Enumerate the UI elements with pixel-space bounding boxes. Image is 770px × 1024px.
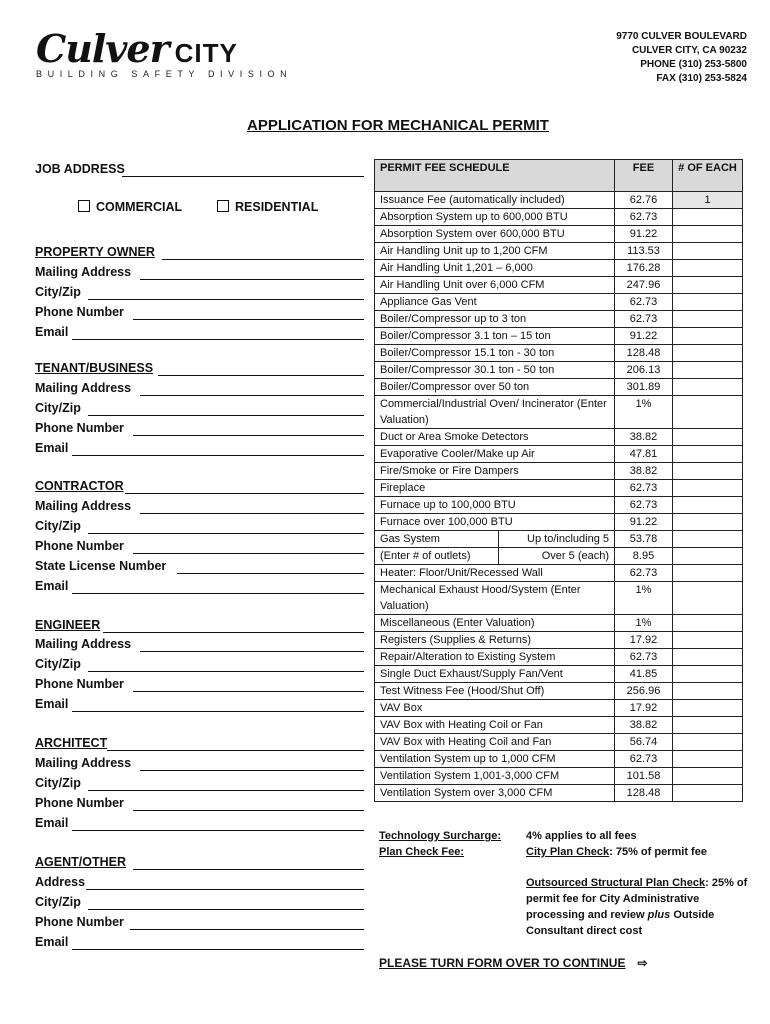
fee-amount: 41.85 — [615, 666, 673, 683]
gas-option-1: Up to/including 5 — [527, 533, 609, 545]
fee-count-input[interactable] — [673, 785, 743, 802]
fee-item-name: Furnace up to 100,000 BTU — [375, 497, 615, 514]
residential-option[interactable] — [217, 200, 318, 214]
address-line: 9770 CULVER BOULEVARD — [616, 31, 747, 42]
gas-system-rows — [375, 531, 743, 565]
fax-line: FAX (310) 253-5824 — [656, 73, 747, 84]
property-owner-field[interactable] — [162, 259, 364, 260]
tenant-email-field[interactable] — [72, 455, 364, 456]
agent-email-field[interactable] — [72, 949, 364, 950]
fee-item-name: Ventilation System up to 1,000 CFM — [375, 751, 615, 768]
fee-header: FEE — [615, 160, 673, 192]
fee-item-name: Fireplace — [375, 480, 615, 497]
architect-city-label: City/Zip — [35, 776, 81, 790]
fee-amount: 62.73 — [615, 497, 673, 514]
fee-amount: 1% — [615, 582, 673, 615]
table-row — [375, 615, 743, 632]
table-row — [375, 345, 743, 362]
architect-email-label: Email — [35, 816, 69, 830]
architect-heading: ARCHITECT — [35, 736, 108, 750]
table-row — [375, 429, 743, 446]
owner-email-label: Email — [35, 325, 69, 339]
fee-item-name: Ventilation System 1,001-3,000 CFM — [375, 768, 615, 785]
gas-system-label: Gas System — [375, 531, 499, 547]
fee-count-input[interactable] — [673, 226, 743, 243]
fee-count-input[interactable] — [673, 209, 743, 226]
contractor-phone-field[interactable] — [133, 553, 364, 554]
fee-table-header — [375, 160, 743, 192]
fee-count-input[interactable] — [673, 632, 743, 649]
architect-email-field[interactable] — [72, 830, 364, 831]
table-row — [375, 531, 743, 548]
contractor-heading: CONTRACTOR — [35, 479, 124, 493]
count-header: # OF EACH — [673, 160, 743, 192]
job-address-field[interactable] — [122, 176, 364, 177]
fee-item-name: Air Handling Unit over 6,000 CFM — [375, 277, 615, 294]
contractor-field[interactable] — [125, 493, 364, 494]
architect-phone-label: Phone Number — [35, 796, 124, 810]
table-row — [375, 751, 743, 768]
engineer-phone-label: Phone Number — [35, 677, 124, 691]
owner-email-field[interactable] — [72, 339, 364, 340]
table-row — [375, 328, 743, 345]
engineer-field[interactable] — [103, 632, 364, 633]
fee-item-name: Boiler/Compressor over 50 ton — [375, 379, 615, 396]
agent-phone-field[interactable] — [130, 929, 364, 930]
fee-amount: 38.82 — [615, 429, 673, 446]
table-row — [375, 582, 743, 615]
contractor-city-label: City/Zip — [35, 519, 81, 533]
fee-amount: 62.73 — [615, 294, 673, 311]
tenant-mailing-field[interactable] — [140, 395, 364, 396]
fee-item-name: Heater: Floor/Unit/Recessed Wall — [375, 565, 615, 582]
owner-city-label: City/Zip — [35, 285, 81, 299]
tenant-city-label: City/Zip — [35, 401, 81, 415]
table-row — [375, 463, 743, 480]
job-address-label: JOB ADDRESS — [35, 162, 125, 176]
owner-city-field[interactable] — [88, 299, 364, 300]
fee-count-input[interactable] — [673, 396, 743, 429]
logo-city: CITY — [174, 38, 238, 68]
fee-count-input[interactable] — [673, 446, 743, 463]
engineer-heading: ENGINEER — [35, 618, 101, 632]
fee-amount: 62.73 — [615, 565, 673, 582]
fee-amount: 206.13 — [615, 362, 673, 379]
architect-field[interactable] — [107, 750, 364, 751]
tenant-heading: TENANT/BUSINESS — [35, 361, 154, 375]
commercial-option[interactable] — [78, 200, 182, 214]
fee-count-input[interactable]: 1 — [673, 192, 743, 209]
owner-phone-label: Phone Number — [35, 305, 124, 319]
gas-system-sublabel: (Enter # of outlets) — [375, 548, 499, 564]
fee-count-input[interactable] — [673, 582, 743, 615]
contractor-license-label: State License Number — [35, 559, 167, 573]
schedule-header: PERMIT FEE SCHEDULE — [375, 160, 615, 192]
fee-amount: 176.28 — [615, 260, 673, 277]
fee-count-input[interactable] — [673, 345, 743, 362]
fee-item-name: Absorption System over 600,000 BTU — [375, 226, 615, 243]
engineer-mailing-label: Mailing Address — [35, 637, 132, 651]
owner-mailing-label: Mailing Address — [35, 265, 132, 279]
fee-amount: 101.58 — [615, 768, 673, 785]
fee-amount: 247.96 — [615, 277, 673, 294]
fee-count-input[interactable] — [673, 328, 743, 345]
contractor-mailing-label: Mailing Address — [35, 499, 132, 513]
table-row — [375, 209, 743, 226]
contractor-city-field[interactable] — [88, 533, 364, 534]
fee-count-input[interactable] — [673, 717, 743, 734]
engineer-city-field[interactable] — [88, 671, 364, 672]
turn-over-notice: PLEASE TURN FORM OVER TO CONTINUE ⇨ — [379, 956, 648, 970]
commercial-checkbox[interactable] — [78, 200, 90, 212]
fee-rows — [375, 192, 743, 531]
agent-email-label: Email — [35, 935, 69, 949]
fee-amount: 1% — [615, 396, 673, 429]
fee-amount: 38.82 — [615, 717, 673, 734]
fee-item-name: Duct or Area Smoke Detectors — [375, 429, 615, 446]
owner-mailing-field[interactable] — [140, 279, 364, 280]
agent-heading: AGENT/OTHER — [35, 855, 126, 869]
fee-count-input[interactable] — [673, 311, 743, 328]
fee-count-input[interactable] — [673, 514, 743, 531]
agent-address-field[interactable] — [86, 889, 364, 890]
architect-phone-field[interactable] — [133, 810, 364, 811]
fee-amount: 62.73 — [615, 311, 673, 328]
table-row — [375, 700, 743, 717]
fee-amount: 128.48 — [615, 345, 673, 362]
fee-item-name: Air Handling Unit 1,201 – 6,000 — [375, 260, 615, 277]
fee-item-name: Boiler/Compressor 15.1 ton - 30 ton — [375, 345, 615, 362]
fee-count-input[interactable] — [673, 429, 743, 446]
table-row — [375, 226, 743, 243]
fee-item-name: Furnace over 100,000 BTU — [375, 514, 615, 531]
fee-amount: 91.22 — [615, 328, 673, 345]
table-row — [375, 666, 743, 683]
fee-item-name: Commercial/Industrial Oven/ Incinerator (Enter Valuation) — [375, 396, 615, 429]
fee-amount: 301.89 — [615, 379, 673, 396]
tenant-phone-label: Phone Number — [35, 421, 124, 435]
outsourced-plan-check: Outsourced Structural Plan Check: 25% of permit fee for City Administrative processing and review plus Outside Consultant direct cost — [526, 877, 748, 937]
table-row — [375, 649, 743, 666]
tech-surcharge-text: 4% applies to all fees — [526, 830, 637, 842]
city-logo — [36, 26, 292, 79]
fee-item-name: Issuance Fee (automatically included) — [375, 192, 615, 209]
table-row — [375, 396, 743, 429]
fee-item-name: Repair/Alteration to Existing System — [375, 649, 615, 666]
contractor-license-field[interactable] — [177, 573, 364, 574]
fee-count-input[interactable] — [673, 751, 743, 768]
fee-count-input[interactable] — [673, 700, 743, 717]
permit-fee-table — [374, 159, 743, 802]
residential-label: RESIDENTIAL — [235, 200, 319, 214]
fee-item-name: VAV Box with Heating Coil or Fan — [375, 717, 615, 734]
fee-amount: 91.22 — [615, 226, 673, 243]
fee-amount: 113.53 — [615, 243, 673, 260]
fee-amount: 1% — [615, 615, 673, 632]
logo-script: Culver — [36, 26, 169, 71]
table-row — [375, 683, 743, 700]
fee-count-input[interactable] — [673, 243, 743, 260]
engineer-email-label: Email — [35, 697, 69, 711]
contractor-email-field[interactable] — [72, 593, 364, 594]
commercial-label: COMMERCIAL — [96, 200, 183, 214]
address-line: CULVER CITY, CA 90232 — [631, 45, 747, 56]
fee-amount: 17.92 — [615, 700, 673, 717]
fee-count-input[interactable] — [673, 565, 743, 582]
table-row — [375, 565, 743, 582]
fee-count-input[interactable] — [673, 294, 743, 311]
engineer-mailing-field[interactable] — [140, 651, 364, 652]
agent-address-label: Address — [35, 875, 86, 889]
table-row — [375, 311, 743, 328]
gas-fee-2: 8.95 — [615, 548, 673, 565]
agent-city-label: City/Zip — [35, 895, 81, 909]
gas-option-2: Over 5 (each) — [541, 550, 609, 562]
fee-count-input[interactable] — [673, 379, 743, 396]
fee-amount: 17.92 — [615, 632, 673, 649]
agent-city-field[interactable] — [88, 909, 364, 910]
table-row — [375, 497, 743, 514]
table-row — [375, 243, 743, 260]
architect-city-field[interactable] — [88, 790, 364, 791]
engineer-email-field[interactable] — [72, 711, 364, 712]
fee-count-input[interactable] — [673, 497, 743, 514]
architect-mailing-field[interactable] — [140, 770, 364, 771]
contractor-phone-label: Phone Number — [35, 539, 124, 553]
fee-item-name: Single Duct Exhaust/Supply Fan/Vent — [375, 666, 615, 683]
fee-count-input[interactable] — [673, 649, 743, 666]
fee-amount: 256.96 — [615, 683, 673, 700]
fee-amount: 56.74 — [615, 734, 673, 751]
fee-item-name: Boiler/Compressor 30.1 ton - 50 ton — [375, 362, 615, 379]
fee-amount: 91.22 — [615, 514, 673, 531]
fee-item-name: Miscellaneous (Enter Valuation) — [375, 615, 615, 632]
tenant-mailing-label: Mailing Address — [35, 381, 132, 395]
fee-rows-2 — [375, 565, 743, 802]
fee-item-name: Test Witness Fee (Hood/Shut Off) — [375, 683, 615, 700]
table-row — [375, 480, 743, 497]
table-row — [375, 294, 743, 311]
fee-count-input[interactable] — [673, 260, 743, 277]
fee-count-input[interactable] — [673, 480, 743, 497]
fee-item-name: Ventilation System over 3,000 CFM — [375, 785, 615, 802]
engineer-phone-field[interactable] — [133, 691, 364, 692]
fee-count-input[interactable] — [673, 734, 743, 751]
tenant-city-field[interactable] — [88, 415, 364, 416]
table-row — [375, 768, 743, 785]
gas-count-1[interactable] — [673, 531, 743, 548]
property-owner-heading: PROPERTY OWNER — [35, 245, 155, 259]
gas-count-2[interactable] — [673, 548, 743, 565]
fee-amount: 62.73 — [615, 649, 673, 666]
fee-count-input[interactable] — [673, 362, 743, 379]
fee-item-name: Absorption System up to 600,000 BTU — [375, 209, 615, 226]
fee-count-input[interactable] — [673, 615, 743, 632]
fee-item-name: Mechanical Exhaust Hood/System (Enter Valuation) — [375, 582, 615, 615]
fee-amount: 38.82 — [615, 463, 673, 480]
fee-item-name: Evaporative Cooler/Make up Air — [375, 446, 615, 463]
fee-amount: 62.73 — [615, 751, 673, 768]
fee-count-input[interactable] — [673, 768, 743, 785]
contractor-mailing-field[interactable] — [140, 513, 364, 514]
fee-item-name: Boiler/Compressor up to 3 ton — [375, 311, 615, 328]
fee-count-input[interactable] — [673, 683, 743, 700]
table-row — [375, 548, 743, 565]
plan-check-label: Plan Check Fee: — [379, 846, 464, 858]
arrow-right-icon: ⇨ — [637, 956, 648, 970]
table-row — [375, 260, 743, 277]
architect-mailing-label: Mailing Address — [35, 756, 132, 770]
fee-item-name: Appliance Gas Vent — [375, 294, 615, 311]
tenant-email-label: Email — [35, 441, 69, 455]
table-row — [375, 192, 743, 209]
fee-count-input[interactable] — [673, 277, 743, 294]
engineer-city-label: City/Zip — [35, 657, 81, 671]
fee-count-input[interactable] — [673, 463, 743, 480]
fee-amount: 128.48 — [615, 785, 673, 802]
agent-phone-label: Phone Number — [35, 915, 124, 929]
fee-amount: 62.73 — [615, 209, 673, 226]
table-row — [375, 446, 743, 463]
table-row — [375, 717, 743, 734]
phone-line: PHONE (310) 253-5800 — [640, 59, 747, 70]
fee-item-name: Boiler/Compressor 3.1 ton – 15 ton — [375, 328, 615, 345]
fee-amount: 47.81 — [615, 446, 673, 463]
owner-phone-field[interactable] — [133, 319, 364, 320]
tenant-phone-field[interactable] — [133, 435, 364, 436]
table-row — [375, 379, 743, 396]
fee-count-input[interactable] — [673, 666, 743, 683]
table-row — [375, 362, 743, 379]
tech-surcharge-label: Technology Surcharge: — [379, 830, 502, 842]
fee-item-name: Registers (Supplies & Returns) — [375, 632, 615, 649]
fee-item-name: Fire/Smoke or Fire Dampers — [375, 463, 615, 480]
fee-item-name: Air Handling Unit up to 1,200 CFM — [375, 243, 615, 260]
fee-amount: 62.76 — [615, 192, 673, 209]
fee-item-name: VAV Box with Heating Coil and Fan — [375, 734, 615, 751]
page-title: APPLICATION FOR MECHANICAL PERMIT — [247, 117, 549, 134]
table-row — [375, 734, 743, 751]
logo-subtitle: BUILDING SAFETY DIVISION — [36, 69, 293, 79]
table-row — [375, 277, 743, 294]
fee-amount: 62.73 — [615, 480, 673, 497]
residential-checkbox[interactable] — [217, 200, 229, 212]
agent-field[interactable] — [133, 869, 364, 870]
gas-fee-1: 53.78 — [615, 531, 673, 548]
tenant-field[interactable] — [158, 375, 364, 376]
city-plan-check: City Plan Check: 75% of permit fee — [526, 846, 707, 858]
city-address-block — [616, 30, 747, 86]
contractor-email-label: Email — [35, 579, 69, 593]
table-row — [375, 785, 743, 802]
table-row — [375, 514, 743, 531]
table-row — [375, 632, 743, 649]
fee-item-name: VAV Box — [375, 700, 615, 717]
